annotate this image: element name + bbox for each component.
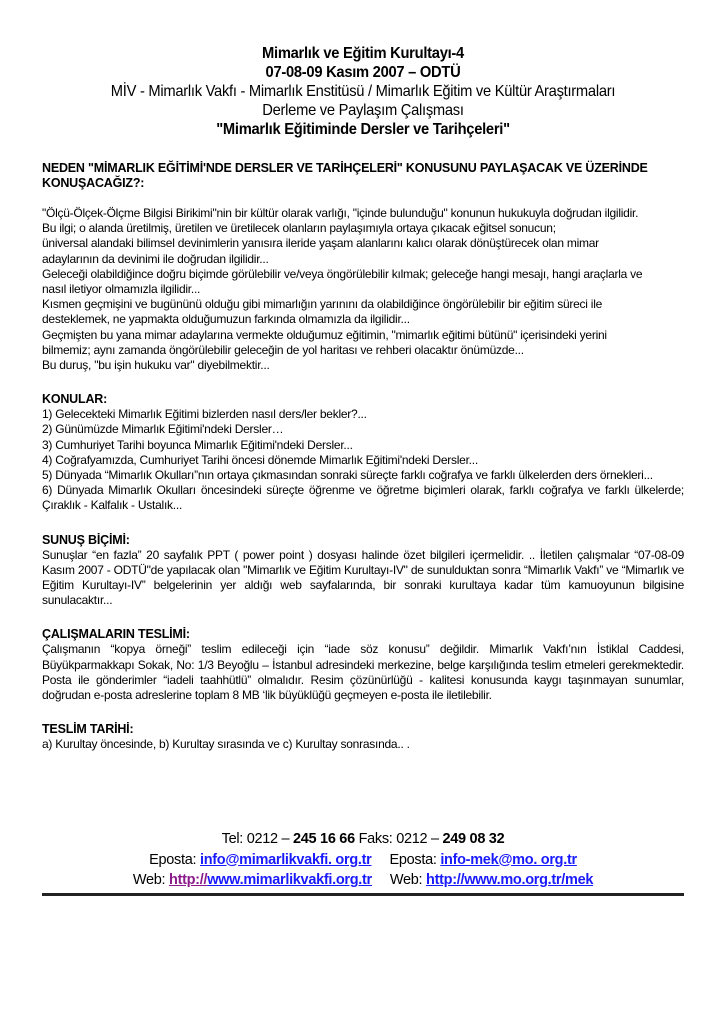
topic-item: 6) Dünyada Mimarlık Okulları öncesindeki süreçte öğrenme ve öğretme biçimleri olarak, farklı coğrafya ve farklı ülkelerde; Çıraklık - Kalfalık - Ustalık... [42, 483, 684, 513]
topic-item: 2) Günümüzde Mimarlık Eğitimi'ndeki Dersler… [42, 422, 284, 437]
body-line: Geleceği olabildiğince doğru biçimde görülebilir ve/veya öngörülebilir kılmak; geleceğe hangi mesajı, hangi araçlarla ve [42, 266, 643, 281]
body-line: "Ölçü-Ölçek-Ölçme Bilgisi Birikimi"nin bir kültür olarak varlığı, "içinde bulunduğu" konunun hukukuyla doğrudan ilgilidir. [42, 206, 639, 220]
theme-title: "Mimarlık Eğitiminde Dersler ve Tarihçeleri" [216, 121, 510, 138]
why-heading-line: KONUŞACAĞIZ?: [42, 176, 145, 190]
topics-list [42, 407, 684, 513]
document-header [42, 44, 684, 139]
why-body [42, 206, 684, 373]
submission-section [42, 627, 684, 703]
web-label: Web: [389, 872, 427, 888]
fax-number: 249 08 32 [442, 831, 505, 847]
tel-number: 245 16 66 [293, 831, 355, 847]
body-line: desteklemek, ne yapmakta olduğumuzun farkında olmamızla da ilgilidir... [42, 312, 410, 327]
email-label: Eposta: [389, 851, 441, 868]
email-label: Eposta: [149, 851, 200, 868]
body-line: Bu ilgi; o alanda üretilmiş, üretilen ve üretilecek olanların paylaşımıyla ortaya çıkacak eğitsel sonucun; [42, 221, 556, 236]
deadline-section [42, 722, 684, 752]
body-line: Bu duruş, "bu işin hukuku var" diyebilmektir... [42, 358, 270, 373]
web-link-mimarlikvakfi[interactable] [169, 872, 372, 888]
submission-body: Çalışmanın “kopya örneği” teslim edileceği için “iade söz konusu” değildir. Mimarlık Vakfı’nın İstiklal Caddesi, Büyükparmakkapı Sokak, No: 1/3 Beyoğlu – İstanbul adresindeki merkezine, belge karşılığında teslim etmeleri gerekmektedir. Posta ile gönderimler “iadeli taahhütlü” olmalıdır. Resim çözünürlüğü - kalitesi konusunda kaygı taşınmayan sunumlar, doğrudan e-posta adreslerine toplam 8 MB ‘lik büyüklüğü geçmeyen e-posta ile iletilebilir. [42, 642, 684, 703]
footer-rule [42, 893, 684, 896]
document-page [42, 44, 684, 752]
study-name: Derleme ve Paylaşım Çalışması [262, 102, 464, 119]
email-link-mimarlikvakfi[interactable]: info@mimarlikvakfi. org.tr [199, 851, 372, 868]
presentation-section [42, 533, 684, 609]
body-line: adaylarının da devinimi ile doğrudan ilgilidir... [42, 251, 269, 266]
topics-section [42, 392, 684, 513]
tel-label: Tel: 0212 – [221, 831, 294, 847]
why-section [42, 161, 684, 373]
phone-row [42, 829, 684, 850]
email-link-mek[interactable]: info-mek@mo. org.tr [440, 851, 577, 868]
topic-item: 1) Gelecekteki Mimarlık Eğitimi bizlerden nasıl ders/ler bekler?... [42, 407, 367, 422]
presentation-heading: SUNUŞ BİÇİMİ: [42, 532, 130, 547]
topic-item: 3) Cumhuriyet Tarihi boyunca Mimarlık Eğitimi'ndeki Dersler... [42, 437, 353, 452]
body-line: üniversal alandaki bilimsel devinimlerin yanısıra ileride yaşam alanlarını kalıcı olarak dönüştürecek olan mimar [42, 236, 599, 251]
body-line: Kısmen geçmişini ve bugününü olduğu gibi mimarlığın yarınını da olabildiğince öngörülebilir bir eğitim süreci ile [42, 297, 603, 312]
web-link-domain[interactable]: www.mimarlikvakfi.org.tr [207, 872, 372, 888]
body-line: bilmemiz; aynı zamanda öngörülebilir geleceğin de yol haritası ve rehberi olacaktır önümüzde... [42, 342, 524, 357]
event-title: Mimarlık ve Eğitim Kurultayı-4 [262, 45, 464, 62]
submission-heading: ÇALIŞMALARIN TESLİMİ: [42, 627, 190, 642]
topic-item: 4) Coğrafyamızda, Cumhuriyet Tarihi öncesi dönemde Mimarlık Eğitimi'ndeki Dersler... [42, 452, 478, 467]
organizers: MİV - Mimarlık Vakfı - Mimarlık Enstitüsü / Mimarlık Eğitim ve Kültür Araştırmaları [110, 83, 616, 100]
web-label: Web: [132, 872, 170, 888]
web-link-prefix[interactable]: http:// [169, 872, 208, 888]
topic-item: 5) Dünyada “Mimarlık Okulları”nın ortaya çıkmasından sonraki süreçte farklı coğrafya ve farklı ülkelerden ders örnekleri... [42, 468, 653, 483]
presentation-body: Sunuşlar “en fazla” 20 sayfalık PPT ( power point ) dosyası halinde özet bilgileri içermelidir. .. İletilen çalışmalar “07-08-09 Kasım 2007 - ODTÜ"de yapılacak olan "Mimarlık ve Eğitim Kurultayı-IV" de sunulduktan sonra “Mimarlık Vakfı” ve “Mimarlık ve Eğitim Kurultayı-IV” belgelerinin yer aldığı web sayfalarında, bir sonraki kurultaya kadar tüm kamuoyunun bilgisine sunulacaktır... [42, 547, 684, 608]
event-date: 07-08-09 Kasım 2007 – ODTÜ [265, 64, 461, 81]
why-heading [42, 161, 684, 191]
web-link-mo[interactable]: http://www.mo.org.tr/mek [426, 872, 594, 888]
why-heading-line: NEDEN "MİMARLIK EĞİTİMİ'NDE DERSLER VE TARİHÇELERİ" KONUSUNU PAYLAŞACAK VE ÜZERİNDE [42, 161, 648, 175]
web-row [42, 870, 684, 891]
fax-label: Faks: 0212 – [354, 831, 443, 847]
deadline-body: a) Kurultay öncesinde, b) Kurultay sırasında ve c) Kurultay sonrasında.. . [42, 737, 410, 752]
body-line: Geçmişten bu yana mimar adaylarına vermekte olduğumuz eğitimin, "mimarlık eğitimi bütünü" içerisindeki yerini [42, 327, 607, 342]
contact-footer [42, 829, 684, 891]
body-line: nasıl iletiyor olmamızla ilgilidir... [42, 282, 201, 297]
deadline-heading: TESLİM TARİHİ: [42, 722, 134, 737]
topics-heading: KONULAR: [42, 392, 108, 407]
email-row [42, 850, 684, 871]
